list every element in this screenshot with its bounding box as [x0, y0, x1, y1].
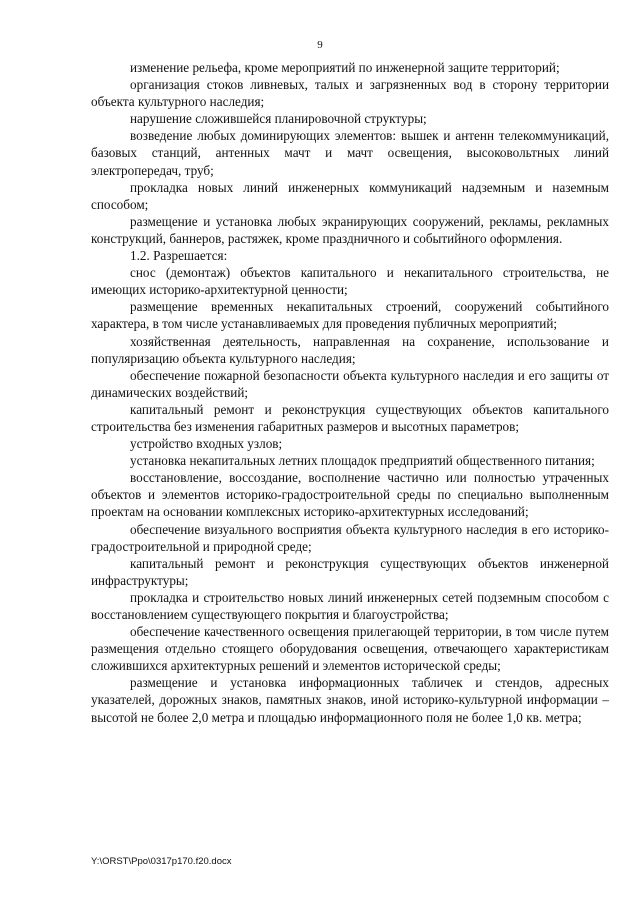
- paragraph: обеспечение качественного освещения прилегающей территории, в том числе путем размещения отдельно стоящего оборудования освещения, отвечающего характеристикам сложившихся архитектурных решений и элементов исторической среды;: [91, 624, 609, 674]
- page-number: 9: [317, 39, 323, 51]
- paragraph: прокладка новых линий инженерных коммуникаций надземным и наземным способом;: [91, 179, 609, 212]
- paragraph: обеспечение пожарной безопасности объекта культурного наследия и его защиты от динамических воздействий;: [91, 367, 609, 400]
- paragraph: нарушение сложившейся планировочной структуры;: [130, 111, 427, 127]
- paragraph: организация стоков ливневых, талых и загрязненных вод в сторону территории объекта культурного наследия;: [91, 77, 609, 110]
- paragraph: размещение и установка информационных табличек и стендов, адресных указателей, дорожных знаков, памятных знаков, иной историко-культурной информации – высотой не более 2,0 метра и площадью информационного поля не более 1,0 кв. метра;: [91, 675, 609, 725]
- paragraph: снос (демонтаж) объектов капитального и некапитального строительства, не имеющих историко-архитектурной ценности;: [91, 265, 609, 298]
- paragraph: размещение и установка любых экранирующих сооружений, рекламы, рекламных конструкций, баннеров, растяжек, кроме праздничного и событийного оформления.: [91, 213, 609, 246]
- document-body: [91, 59, 609, 726]
- paragraph: устройство входных узлов;: [130, 436, 283, 452]
- paragraph: прокладка и строительство новых линий инженерных сетей подземным способом с восстановлением существующего покрытия и благоустройства;: [91, 589, 609, 622]
- section-heading: 1.2. Разрешается:: [130, 248, 228, 264]
- paragraph: капитальный ремонт и реконструкция существующих объектов инженерной инфраструктуры;: [91, 555, 609, 588]
- file-path-footer: Y:\ORST\Ppo\0317p170.f20.docx: [91, 856, 232, 867]
- paragraph: капитальный ремонт и реконструкция существующих объектов капитального строительства без изменения габаритных размеров и высотных параметров;: [91, 401, 609, 434]
- paragraph: установка некапитальных летних площадок предприятий общественного питания;: [130, 453, 595, 469]
- paragraph: возведение любых доминирующих элементов: вышек и антенн телекоммуникаций, базовых станций, антенных мачт и мачт освещения, высоковольтных линий электропередач, труб;: [91, 128, 609, 178]
- paragraph: размещение временных некапитальных строений, сооружений событийного характера, в том числе устанавливаемых для проведения публичных мероприятий;: [91, 299, 609, 332]
- paragraph: хозяйственная деятельность, направленная на сохранение, использование и популяризацию объекта культурного наследия;: [91, 333, 609, 366]
- paragraph: обеспечение визуального восприятия объекта культурного наследия в его историко-градостроительной и природной среде;: [91, 521, 609, 554]
- paragraph: изменение рельефа, кроме мероприятий по инженерной защите территорий;: [130, 60, 560, 75]
- paragraph: восстановление, воссоздание, восполнение частично или полностью утраченных объектов и элементов историко-градостроительной среды по специально выполненным проектам на основании комплексных историко-архитектурных исследований;: [91, 470, 609, 520]
